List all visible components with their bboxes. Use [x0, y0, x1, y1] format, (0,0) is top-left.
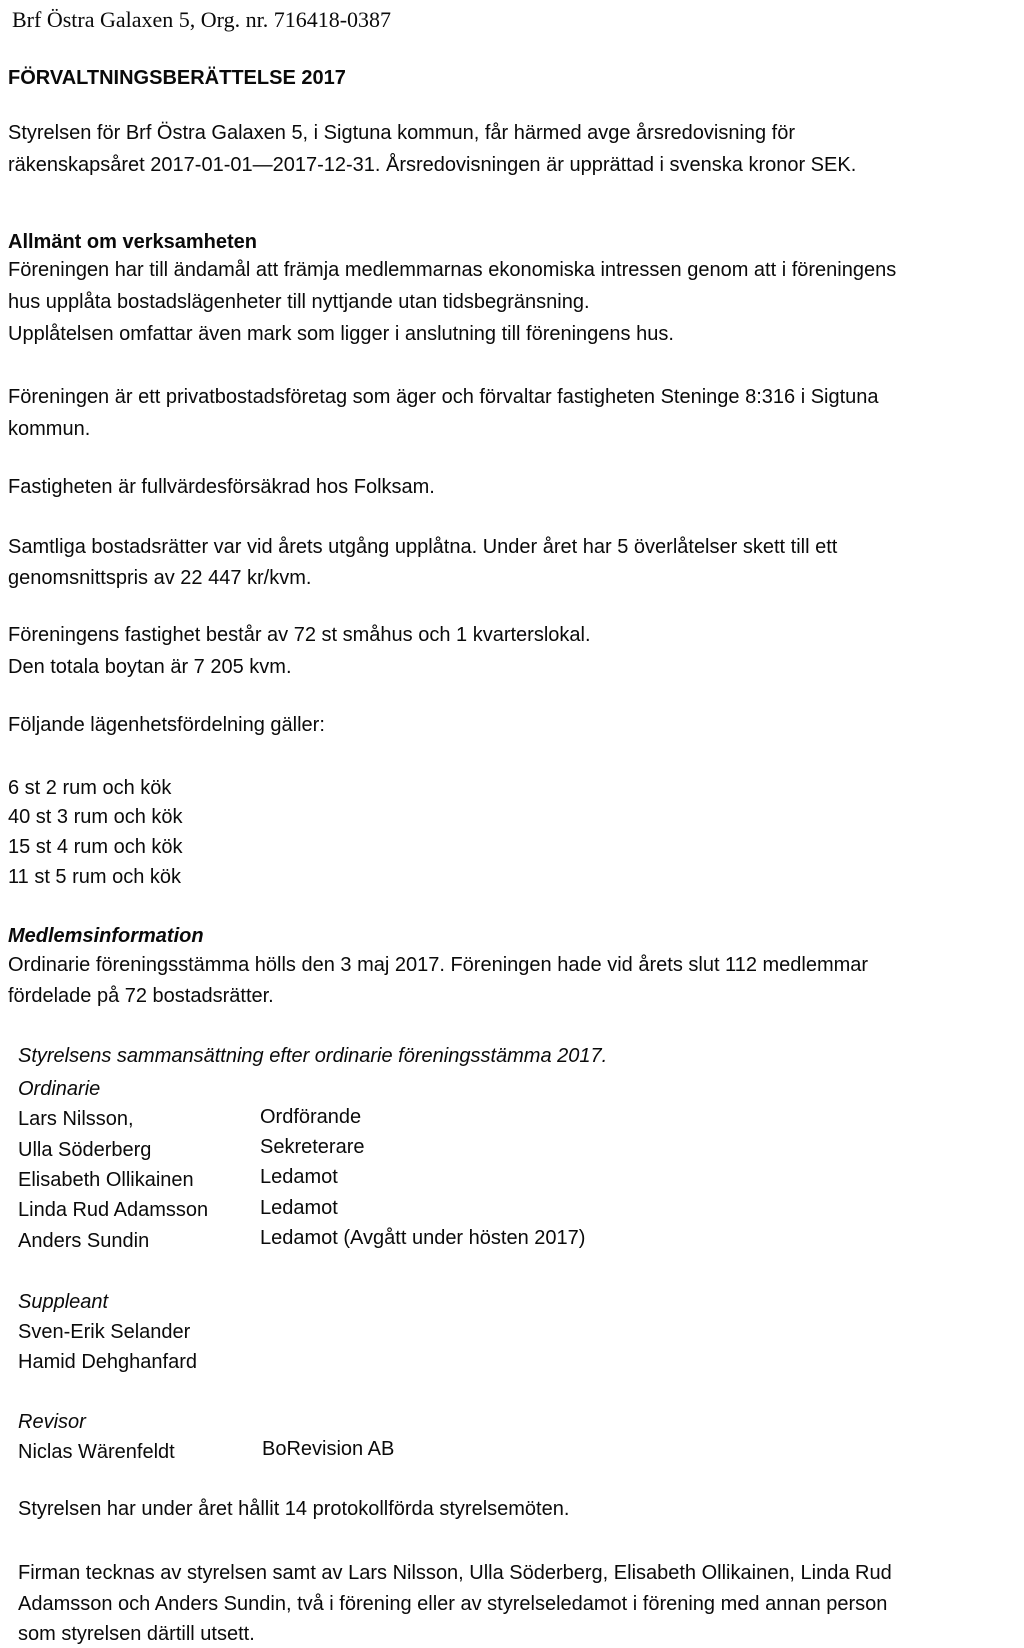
org-line: Brf Östra Galaxen 5, Org. nr. 716418-0387	[12, 7, 392, 32]
ordinary-label: Ordinarie	[18, 1078, 101, 1100]
document-title: FÖRVALTNINGSBERÄTTELSE 2017	[8, 67, 346, 89]
board-member-name: Anders Sundin	[18, 1230, 150, 1252]
purpose-line-2: hus upplåta bostadslägenheter till nyttjande utan tidsbegränsning.	[8, 291, 590, 313]
general-heading: Allmänt om verksamheten	[8, 231, 257, 253]
building-line-1: Föreningens fastighet består av 72 st småhus och 1 kvarterslokal.	[8, 624, 591, 646]
auditor-label: Revisor	[18, 1411, 86, 1433]
signatories-line-1: Firman tecknas av styrelsen samt av Lars Nilsson, Ulla Söderberg, Elisabeth Ollikainen, Linda Rud	[18, 1562, 892, 1584]
members-line-2: fördelade på 72 bostadsrätter.	[8, 985, 274, 1007]
intro-line-2: räkenskapsåret 2017-01-01—2017-12-31. Årsredovisningen är upprättad i svenska kronor SEK.	[8, 154, 857, 176]
distribution-item: 40 st 3 rum och kök	[8, 806, 183, 828]
distribution-item: 6 st 2 rum och kök	[8, 777, 172, 799]
purpose-line-1: Föreningen har till ändamål att främja medlemmarnas ekonomiska intressen genom att i föreningens	[8, 259, 897, 281]
signatories-line-3: som styrelsen därtill utsett.	[18, 1623, 255, 1645]
signatories-line-2: Adamsson och Anders Sundin, två i förening eller av styrelseledamot i förening med annan person	[18, 1593, 888, 1615]
transfers-line-1: Samtliga bostadsrätter var vid årets utgång upplåtna. Under året har 5 överlåtelser skett till ett	[8, 536, 838, 558]
board-member-role: Sekreterare	[260, 1136, 365, 1158]
meetings-line: Styrelsen har under året hållit 14 protokollförda styrelsemöten.	[18, 1498, 570, 1520]
deputy-name: Sven-Erik Selander	[18, 1321, 191, 1343]
board-member-role: Ordförande	[260, 1106, 362, 1128]
transfers-line-2: genomsnittspris av 22 447 kr/kvm.	[8, 567, 312, 589]
property-line-2: kommun.	[8, 418, 91, 440]
insurance-line: Fastigheten är fullvärdesförsäkrad hos Folksam.	[8, 476, 435, 498]
board-member-role: Ledamot	[260, 1197, 338, 1219]
auditor-firm: BoRevision AB	[262, 1438, 395, 1460]
distribution-item: 15 st 4 rum och kök	[8, 836, 183, 858]
board-member-role: Ledamot (Avgått under hösten 2017)	[260, 1227, 586, 1249]
deputy-name: Hamid Dehghanfard	[18, 1351, 197, 1373]
board-member-name: Lars Nilsson,	[18, 1108, 134, 1130]
intro-line-1: Styrelsen för Brf Östra Galaxen 5, i Sigtuna kommun, får härmed avge årsredovisning för	[8, 122, 796, 144]
board-heading: Styrelsens sammansättning efter ordinarie föreningsstämma 2017.	[18, 1045, 608, 1067]
board-member-name: Elisabeth Ollikainen	[18, 1169, 194, 1191]
building-line-2: Den totala boytan är 7 205 kvm.	[8, 656, 292, 678]
board-member-role: Ledamot	[260, 1166, 338, 1188]
members-line-1: Ordinarie föreningsstämma hölls den 3 maj 2017. Föreningen hade vid årets slut 112 medlemmar	[8, 954, 869, 976]
distribution-label: Följande lägenhetsfördelning gäller:	[8, 714, 325, 736]
distribution-item: 11 st 5 rum och kök	[8, 866, 182, 888]
board-member-name: Linda Rud Adamsson	[18, 1199, 209, 1221]
board-member-name: Ulla Söderberg	[18, 1139, 152, 1161]
purpose-line-3: Upplåtelsen omfattar även mark som ligger i anslutning till föreningens hus.	[8, 323, 674, 345]
members-heading: Medlemsinformation	[8, 925, 204, 947]
deputy-label: Suppleant	[18, 1291, 109, 1313]
auditor-name: Niclas Wärenfeldt	[18, 1441, 175, 1463]
property-line-1: Föreningen är ett privatbostadsföretag som äger och förvaltar fastigheten Steninge 8:316 i Sigtuna	[8, 386, 879, 408]
